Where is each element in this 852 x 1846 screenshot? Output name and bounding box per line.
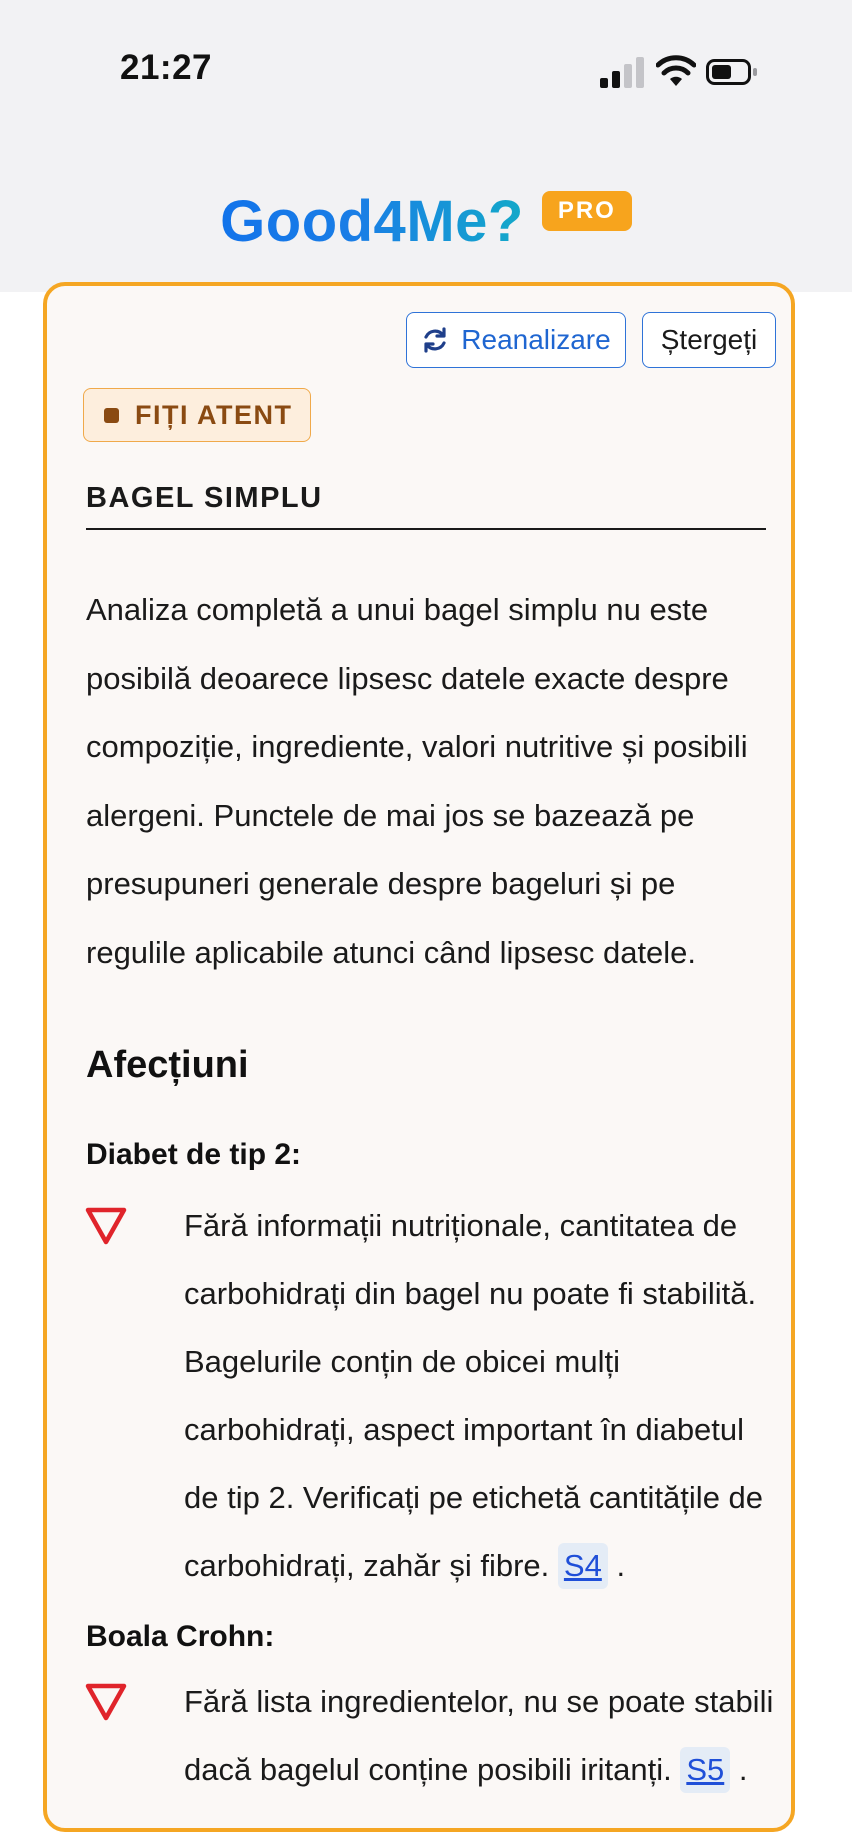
wifi-icon bbox=[656, 54, 696, 88]
pro-badge: PRO bbox=[542, 191, 632, 231]
source-link-s4[interactable]: S4 bbox=[558, 1543, 608, 1589]
reanalyze-button[interactable] bbox=[406, 312, 626, 368]
section-heading-conditions: Afecțiuni bbox=[86, 1044, 249, 1086]
status-time: 21:27 bbox=[120, 48, 213, 87]
delete-label: Ștergeți bbox=[660, 324, 758, 355]
app-brand bbox=[0, 188, 852, 255]
warning-triangle-icon bbox=[84, 1206, 128, 1246]
analysis-card bbox=[43, 282, 795, 1832]
caution-square-icon bbox=[104, 408, 119, 423]
condition-title-diabetes: Diabet de tip 2: bbox=[86, 1138, 302, 1171]
caution-badge bbox=[83, 388, 311, 442]
condition-title-crohn: Boala Crohn: bbox=[86, 1620, 275, 1653]
condition-text-crohn: Fără lista ingredientelor, nu se poate stabili dacă bagelul conține posibili iritanți. S5 . bbox=[184, 1668, 784, 1804]
source-link-s5[interactable]: S5 bbox=[680, 1747, 730, 1793]
app-name: Good4Me? bbox=[220, 189, 524, 254]
delete-button[interactable] bbox=[642, 312, 776, 368]
cellular-signal-icon bbox=[600, 54, 644, 88]
condition-text-diabetes: Fără informații nutriționale, cantitatea de carbohidrați din bagel nu poate fi stabilită. Bagelurile conțin de obicei mulți carbohidrați, aspect important în diabetul de tip 2. Verificați pe etichetă cantitățile de carbohidrați, zahăr și fibre. S4 . bbox=[184, 1192, 784, 1600]
title-divider bbox=[86, 528, 766, 530]
reanalyze-label: Reanalizare bbox=[461, 324, 611, 355]
battery-icon bbox=[706, 59, 758, 85]
warning-triangle-icon bbox=[84, 1682, 128, 1722]
product-title: BAGEL SIMPLU bbox=[86, 482, 323, 514]
refresh-icon bbox=[421, 326, 449, 354]
analysis-intro: Analiza completă a unui bagel simplu nu este posibilă deoarece lipsesc datele exacte despre compoziție, ingrediente, valori nutritive și posibili alergeni. Punctele de mai jos se bazează pe presupuneri generale despre bageluri și pe regulile aplicabile atunci când lipsesc datele. bbox=[86, 592, 748, 970]
caution-label: FIȚI ATENT bbox=[135, 399, 293, 430]
